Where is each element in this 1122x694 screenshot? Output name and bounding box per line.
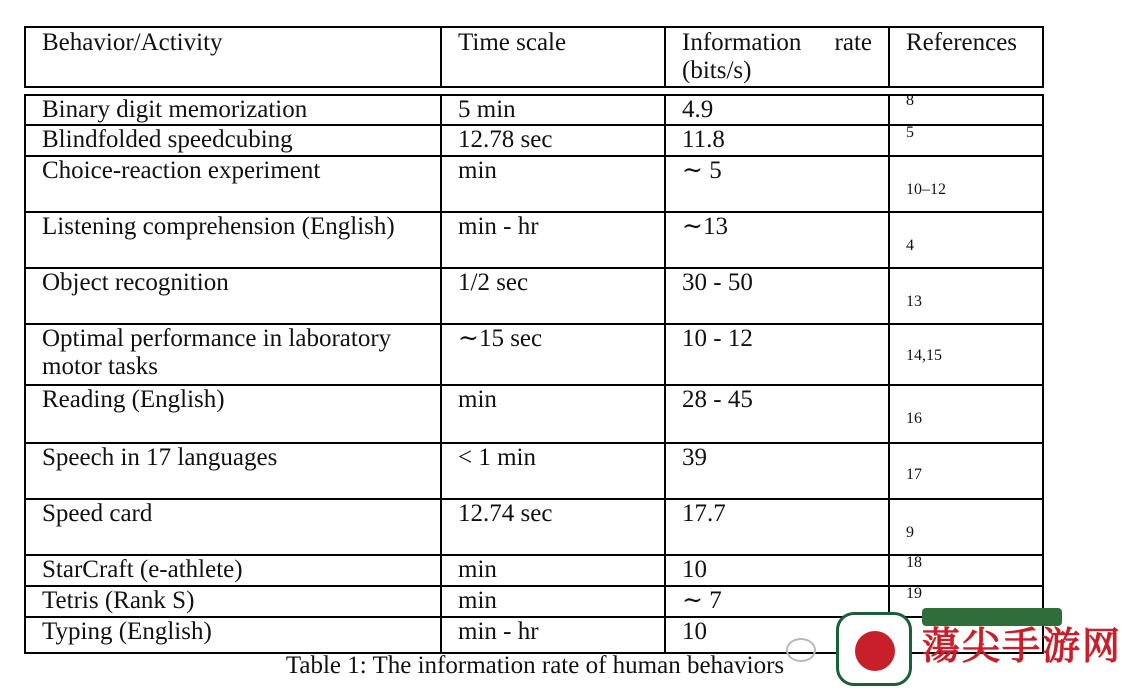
table-row <box>24 94 1044 126</box>
table-row <box>24 384 1044 444</box>
reference-number: 10–12 <box>906 181 946 198</box>
cell-reference <box>888 213 1046 267</box>
cell-rate: ∼13 <box>664 213 888 267</box>
cell-behavior: Speed card <box>42 500 153 527</box>
cell-reference <box>888 325 1046 384</box>
cell-behavior: Optimal performance in laboratory motor tasks <box>42 325 392 380</box>
cell-behavior: Blindfolded speedcubing <box>42 126 293 153</box>
table-row <box>24 124 1044 157</box>
reference-number: 9 <box>906 524 914 541</box>
reference-number: 4 <box>906 237 914 254</box>
cell-reference <box>888 444 1046 498</box>
cell-time-scale: ∼15 sec <box>440 325 664 384</box>
cell-behavior: Reading (English) <box>42 386 225 413</box>
watermark-text: 蕩尖手游网 <box>922 624 1122 668</box>
mascot-logo-icon <box>836 612 912 686</box>
table-row <box>24 323 1044 386</box>
site-watermark <box>830 608 1122 692</box>
header-information-rate <box>664 28 888 86</box>
table-row <box>24 442 1044 500</box>
cell-behavior: StarCraft (e-athlete) <box>42 556 243 583</box>
cell-rate: 39 <box>664 444 888 498</box>
header-rate-unit: (bits/s) <box>682 57 752 84</box>
header-references: References <box>888 28 1046 86</box>
cell-rate: ∼ 7 <box>664 587 888 616</box>
cell-reference <box>888 157 1046 211</box>
cell-time-scale: 1/2 sec <box>440 269 664 323</box>
cell-time-scale: min <box>440 386 664 442</box>
reference-number: 5 <box>906 124 914 141</box>
reference-number: 19 <box>906 585 922 602</box>
cell-time-scale: 5 min <box>440 96 664 124</box>
cell-time-scale: 12.78 sec <box>440 126 664 155</box>
cell-reference <box>888 269 1046 323</box>
cell-behavior: Typing (English) <box>42 618 212 645</box>
cell-time-scale: min <box>440 157 664 211</box>
cell-time-scale: min <box>440 587 664 616</box>
cell-rate: 4.9 <box>664 96 888 124</box>
table-caption: Table 1: The information rate of human behaviors <box>285 652 785 679</box>
cell-behavior: Listening comprehension (English) <box>42 213 395 240</box>
reference-number: 14,15 <box>906 347 942 364</box>
reference-number: 8 <box>906 92 914 109</box>
cell-rate: 10 <box>664 556 888 585</box>
table-row <box>24 155 1044 213</box>
cell-reference <box>888 500 1046 554</box>
cell-behavior: Tetris (Rank S) <box>42 587 195 614</box>
cell-rate: 30 - 50 <box>664 269 888 323</box>
cell-time-scale: min - hr <box>440 618 664 652</box>
cell-reference <box>888 126 1046 155</box>
cell-reference <box>888 386 1046 442</box>
cell-time-scale: < 1 min <box>440 444 664 498</box>
header-time-scale: Time scale <box>440 28 664 86</box>
chat-bubble-icon <box>786 638 816 662</box>
cell-rate: 11.8 <box>664 126 888 155</box>
cell-time-scale: min - hr <box>440 213 664 267</box>
cell-rate: 17.7 <box>664 500 888 554</box>
cell-rate: 10 - 12 <box>664 325 888 384</box>
cell-behavior: Object recognition <box>42 269 229 296</box>
reference-number: 13 <box>906 293 922 310</box>
cell-behavior: Speech in 17 languages <box>42 444 278 471</box>
cell-behavior: Choice-reaction experiment <box>42 157 321 184</box>
table-row <box>24 267 1044 325</box>
cell-time-scale: 12.74 sec <box>440 500 664 554</box>
cell-time-scale: min <box>440 556 664 585</box>
table-row <box>24 498 1044 556</box>
header-rate-word2: rate <box>834 29 872 56</box>
reference-number: 18 <box>906 554 922 571</box>
reference-number: 17 <box>906 466 922 483</box>
table-header-row <box>24 26 1044 88</box>
cell-reference <box>888 556 1046 585</box>
cell-rate: ∼ 5 <box>664 157 888 211</box>
table-row <box>24 211 1044 269</box>
cell-rate: 28 - 45 <box>664 386 888 442</box>
cell-rate: 10 <box>664 618 888 652</box>
header-behavior: Behavior/Activity <box>42 29 223 56</box>
table-row <box>24 554 1044 587</box>
cell-behavior: Binary digit memorization <box>42 96 308 123</box>
cell-reference <box>888 92 1046 124</box>
reference-number: 16 <box>906 410 922 427</box>
header-rate-word1: Information <box>682 29 802 56</box>
